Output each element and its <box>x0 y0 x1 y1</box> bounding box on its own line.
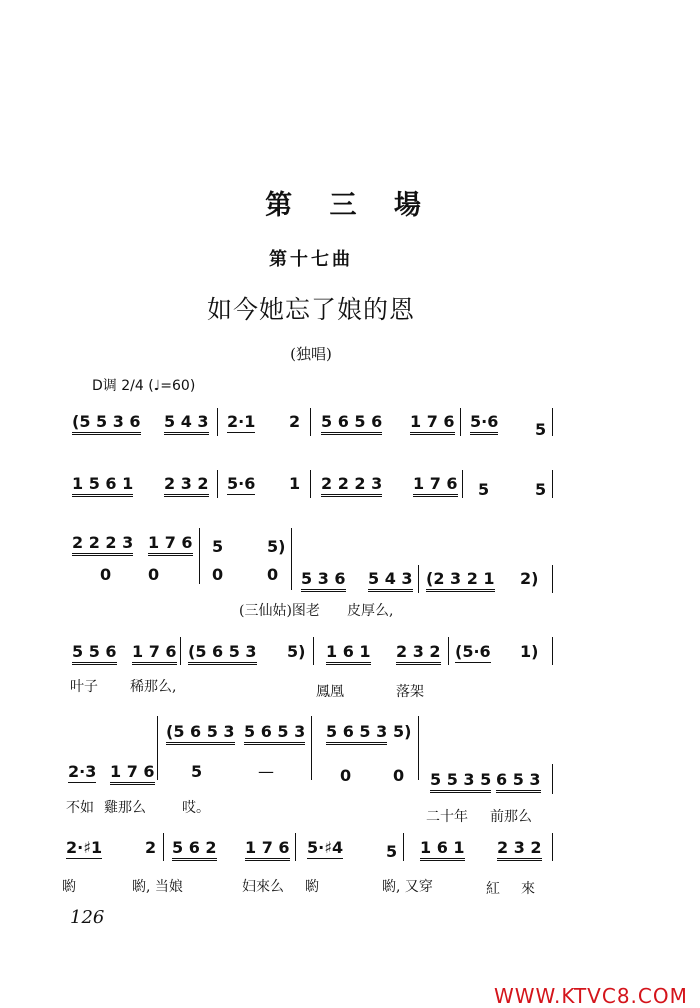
note-group: 5 <box>386 842 398 861</box>
barline <box>313 637 314 665</box>
note-group: 0 <box>393 766 405 785</box>
note-group: 0 <box>340 766 352 785</box>
note-group: 5 5 6 <box>72 642 117 665</box>
note-group: 2·♯1 <box>66 838 103 857</box>
note-group: (2 3 2 1 <box>426 569 495 592</box>
barline <box>163 833 164 861</box>
barline <box>310 470 311 498</box>
note-group: 5 <box>535 420 547 439</box>
note-group: 1) <box>520 642 539 661</box>
note-group: 0 <box>148 565 160 584</box>
lyric: 妇來么 <box>242 879 284 895</box>
note-group: 2·1 <box>227 412 256 431</box>
note-group: 2 <box>145 838 157 857</box>
note-group: 2 3 2 <box>396 642 441 665</box>
barline <box>291 528 292 590</box>
lyric: 來 <box>521 881 535 897</box>
note-group: 5) <box>267 537 286 556</box>
note-group: 5·6 <box>470 412 498 435</box>
watermark-text: WWW.KTVC8.COM <box>494 984 688 1008</box>
note-group: 5·6 <box>227 474 256 493</box>
note-group: (5 6 5 3 <box>166 722 235 745</box>
note-group: 0 <box>267 565 279 584</box>
barline <box>552 470 553 498</box>
note-group: — <box>258 762 274 781</box>
note-group: 5) <box>393 722 412 741</box>
note-group: 1 7 6 <box>413 474 458 497</box>
barline <box>460 408 461 436</box>
lyric: 稀那么, <box>130 679 177 695</box>
note-group: 1 7 6 <box>410 412 455 435</box>
lyric: 哎。 <box>182 800 210 816</box>
song-number: 第十七曲 <box>269 249 353 270</box>
barline <box>403 833 404 861</box>
note-group: 5 <box>191 762 203 781</box>
note-group: 5 <box>535 480 547 499</box>
lyric: 喲 <box>305 879 319 895</box>
note-group: 1 7 6 <box>148 533 193 556</box>
note-group: 5 4 3 <box>368 569 413 592</box>
note-group: (5 5 3 6 <box>72 412 141 435</box>
barline <box>180 637 181 665</box>
note-group: 5 <box>212 537 224 556</box>
note-group: 1 7 6 <box>245 838 290 861</box>
lyric: 喲 <box>62 879 76 895</box>
lyric: 前那么 <box>490 809 532 825</box>
lyric: 喲, 当娘 <box>132 879 183 895</box>
lyric: 二十年 <box>426 809 468 825</box>
barline <box>552 565 553 593</box>
note-group: 1 5 6 1 <box>72 474 133 497</box>
lyric: 落架 <box>396 684 424 700</box>
barline <box>552 764 553 794</box>
lyric: 喲, 又穿 <box>382 879 433 895</box>
note-group: (5·6 <box>455 642 491 661</box>
barline <box>448 637 449 665</box>
note-group: 5·♯4 <box>307 838 344 857</box>
barline <box>217 470 218 498</box>
note-group: 5 6 5 3 <box>244 722 305 745</box>
barline <box>199 528 200 584</box>
note-group: 5 3 6 <box>301 569 346 592</box>
note-group: 2 <box>289 412 301 431</box>
voice-label: (独唱) <box>290 345 332 363</box>
barline <box>310 408 311 436</box>
song-title: 如今她忘了娘的恩 <box>206 295 415 324</box>
page-number: 126 <box>70 907 105 928</box>
note-group: 5 6 5 3 <box>326 722 387 745</box>
note-group: 2 3 2 <box>164 474 209 497</box>
lyric: 不如 <box>66 800 94 816</box>
note-group: 1 7 6 <box>110 762 155 785</box>
barline <box>157 716 158 780</box>
note-group: 5 6 2 <box>172 838 217 861</box>
barline <box>295 833 296 861</box>
barline <box>462 470 463 498</box>
note-group: 5 <box>478 480 490 499</box>
note-group: 1 6 1 <box>420 838 465 861</box>
lyric: (三仙姑)图老 <box>239 603 320 619</box>
barline <box>552 833 553 861</box>
key-signature: D调 2/4 (♩=60) <box>92 378 196 394</box>
barline <box>418 716 419 780</box>
note-group: 1 7 6 <box>132 642 177 665</box>
note-group: 6 5 3 <box>496 770 541 793</box>
note-group: 2 2 2 3 <box>321 474 382 497</box>
barline <box>418 565 419 593</box>
note-group: 2 3 2 <box>497 838 542 861</box>
note-group: 2) <box>520 569 539 588</box>
note-group: 5) <box>287 642 306 661</box>
barline <box>311 716 312 780</box>
scene-heading: 第 三 場 <box>265 190 435 221</box>
barline <box>217 408 218 436</box>
note-group: 1 <box>289 474 301 493</box>
note-group: 2 2 2 3 <box>72 533 133 556</box>
lyric: 叶子 <box>70 679 98 695</box>
note-group: 5 4 3 <box>164 412 209 435</box>
note-group: 2·3 <box>68 762 97 781</box>
note-group: (5 6 5 3 <box>188 642 257 665</box>
note-group: 0 <box>100 565 112 584</box>
lyric: 紅 <box>486 881 500 897</box>
barline <box>552 637 553 665</box>
note-group: 5 5 3 5 <box>430 770 491 793</box>
note-group: 0 <box>212 565 224 584</box>
note-group: 5 6 5 6 <box>321 412 382 435</box>
lyric: 皮厚么, <box>347 603 394 619</box>
lyric: 雞那么 <box>104 800 146 816</box>
lyric: 鳳凰 <box>316 684 344 700</box>
note-group: 1 6 1 <box>326 642 371 665</box>
barline <box>552 408 553 436</box>
